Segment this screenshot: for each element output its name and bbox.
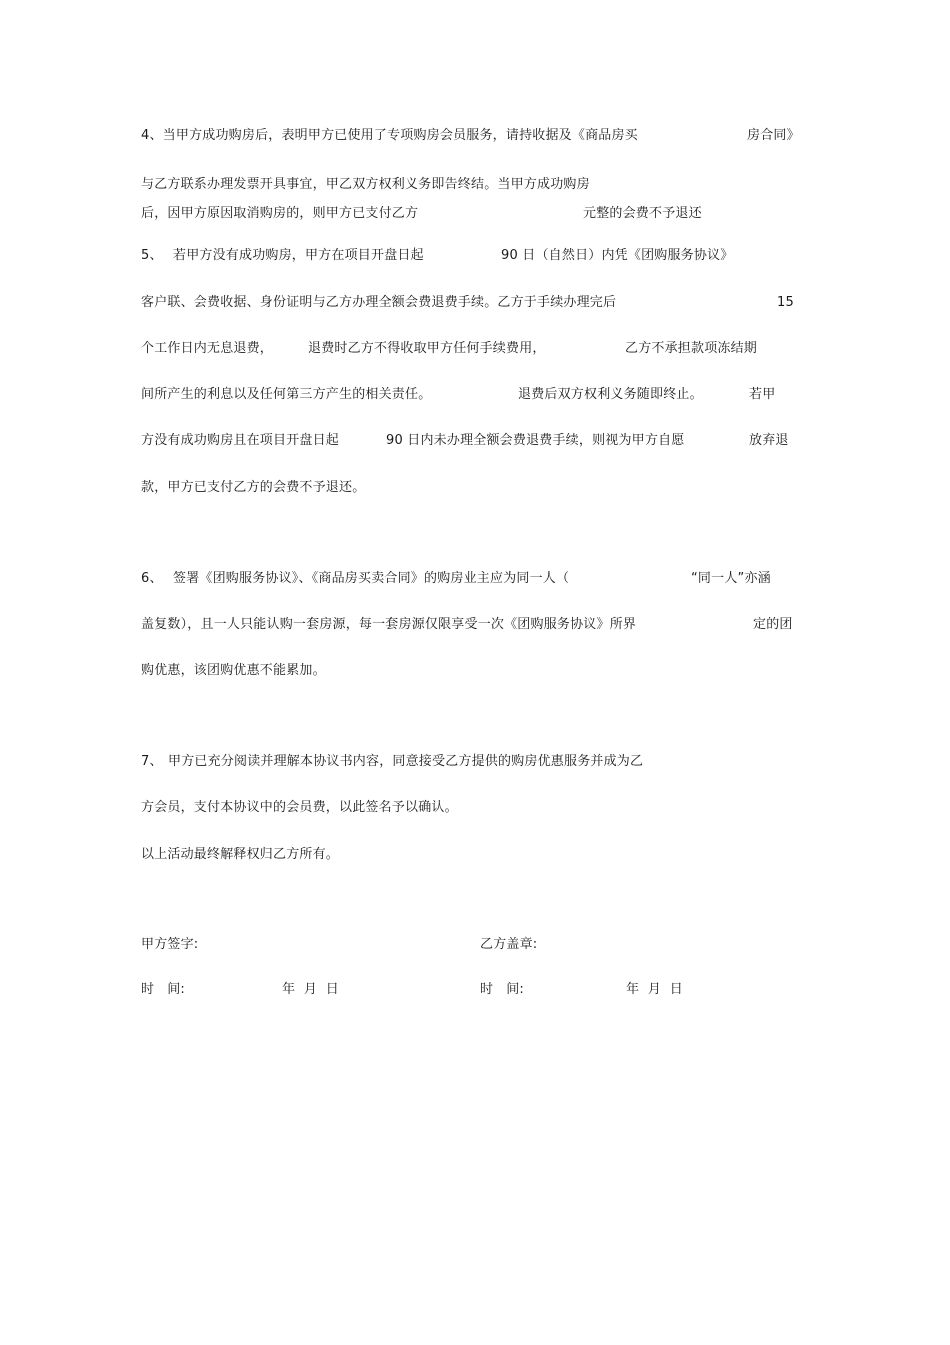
clause-7-line-2: 方会员，支付本协议中的会员费，以此签名予以确认。 (141, 800, 458, 815)
clause-5-text: 退费时乙方不得收取甲方任何手续费用， (308, 341, 546, 356)
clause-6-line-3: 购优惠，该团购优惠不能累加。 (141, 663, 326, 678)
clause-5-text: 间所产生的利息以及任何第三方产生的相关责任。 (141, 387, 432, 402)
clause-5-text: 客户联、会费收据、身份证明与乙方办理全额会费退费手续。乙方于手续办理完后 (141, 295, 617, 310)
clause-number: 5、 (141, 248, 163, 263)
clause-5-text: 方没有成功购房且在项目开盘日起 (141, 433, 340, 448)
clause-5-text: 若甲 (749, 387, 776, 402)
clause-5-text: 90 日（自然日）内凭《团购服务协议》 (501, 248, 734, 263)
clause-5-text: 退费后双方权利义务随即终止。 (518, 387, 703, 402)
clause-6-text: 签署《团购服务协议》、《商品房买卖合同》的购房业主应为同一人（ (173, 571, 570, 586)
clause-5-text: 放弃退 (749, 433, 789, 448)
date-placeholder: 年 月 日 (282, 982, 339, 997)
clause-5-line-6: 款，甲方已支付乙方的会费不予退还。 (141, 480, 366, 495)
time-label: 时 间: (141, 982, 185, 997)
clause-4-line-2: 与乙方联系办理发票开具事宜，甲乙双方权利义务即告终结。当甲方成功购房 (141, 177, 590, 192)
clause-5-text: 个工作日内无息退费， (141, 341, 274, 356)
party-b-seal-label: 乙方盖章: (480, 937, 538, 952)
clause-5-text: 若甲方没有成功购房，甲方在项目开盘日起 (173, 248, 424, 263)
clause-4-text: 4、当甲方成功购房后，表明甲方已使用了专项购房会员服务，请持收据及《商品房买 (141, 128, 638, 143)
clause-4-text-end: 房合同》 (747, 128, 800, 143)
clause-6-text: 定的团 (753, 617, 793, 632)
clause-number: 6、 (141, 571, 163, 586)
time-label: 时 间: (480, 982, 524, 997)
clause-4-text: 后，因甲方原因取消购房的，则甲方已支付乙方 (141, 206, 419, 221)
date-placeholder: 年 月 日 (626, 982, 683, 997)
clause-4-text-end: 元整的会费不予退还 (583, 206, 702, 221)
clause-5-text: 15 (777, 295, 794, 310)
clause-7-text: 甲方已充分阅读并理解本协议书内容，同意接受乙方提供的购房优惠服务并成为乙 (168, 754, 644, 769)
clause-number: 7、 (141, 754, 163, 769)
clause-5-text: 乙方不承担款项冻结期 (625, 341, 758, 356)
final-interpretation-note: 以上活动最终解释权归乙方所有。 (141, 847, 340, 862)
clause-5-text: 90 日内未办理全额会费退费手续，则视为甲方自愿 (386, 433, 685, 448)
clause-6-text: 盖复数），且一人只能认购一套房源，每一套房源仅限享受一次《团购服务协议》所界 (141, 617, 637, 632)
clause-6-text: “同一人”亦涵 (691, 571, 771, 586)
party-a-signature-label: 甲方签字: (141, 937, 199, 952)
